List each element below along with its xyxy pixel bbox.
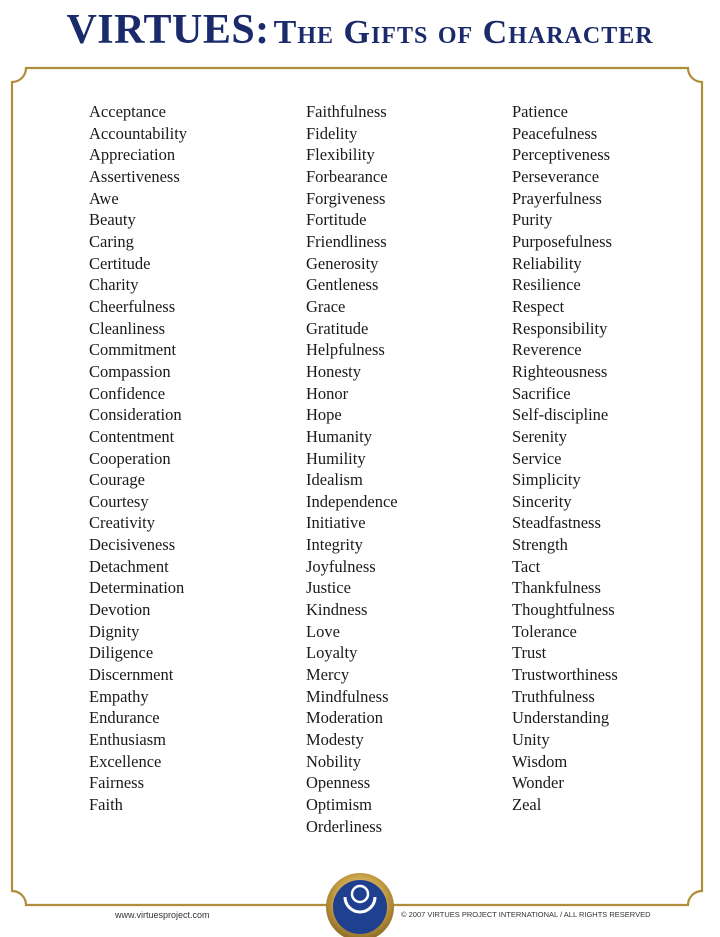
virtue-item: Excellence bbox=[89, 751, 162, 771]
virtue-item: Cheerfulness bbox=[89, 296, 176, 316]
virtue-item: Honor bbox=[306, 383, 349, 403]
virtue-item: Cooperation bbox=[89, 448, 171, 468]
copyright-notice: © 2007 VIRTUES PROJECT INTERNATIONAL / ALL RIGHTS RESERVED bbox=[401, 910, 651, 919]
virtue-item: Thankfulness bbox=[512, 578, 601, 598]
virtue-item: Enthusiasm bbox=[89, 730, 166, 750]
virtue-item: Idealism bbox=[306, 470, 363, 490]
virtue-item: Endurance bbox=[89, 708, 160, 728]
virtues-column-3 bbox=[512, 101, 618, 816]
virtue-item: Responsibility bbox=[512, 318, 608, 338]
virtue-item: Unity bbox=[512, 730, 550, 750]
virtues-project-logo-icon bbox=[322, 869, 398, 937]
virtue-item: Respect bbox=[512, 296, 565, 316]
virtue-item: Orderliness bbox=[306, 816, 383, 836]
virtue-item: Gentleness bbox=[306, 275, 379, 295]
virtue-item: Assertiveness bbox=[89, 166, 180, 186]
virtue-item: Independence bbox=[306, 491, 398, 511]
virtue-item: Joyfulness bbox=[306, 556, 376, 576]
virtue-item: Accountability bbox=[89, 123, 188, 143]
title-subtitle: The Gifts of Character bbox=[273, 14, 654, 51]
virtue-item: Gratitude bbox=[306, 318, 369, 338]
virtue-item: Contentment bbox=[89, 426, 175, 446]
virtue-item: Tolerance bbox=[512, 621, 577, 641]
virtue-item: Discernment bbox=[89, 665, 174, 685]
title-main: VIRTUES: bbox=[66, 7, 270, 53]
virtue-item: Courage bbox=[89, 470, 145, 490]
virtue-item: Grace bbox=[306, 296, 346, 316]
virtue-item: Certitude bbox=[89, 253, 151, 273]
virtue-item: Moderation bbox=[306, 708, 383, 728]
virtue-item: Perceptiveness bbox=[512, 145, 611, 165]
virtue-item: Courtesy bbox=[89, 491, 149, 511]
virtue-item: Faithfulness bbox=[306, 102, 387, 121]
virtue-item: Righteousness bbox=[512, 361, 608, 381]
virtue-item: Confidence bbox=[89, 383, 166, 403]
virtue-item: Reliability bbox=[512, 253, 582, 273]
virtue-item: Honesty bbox=[306, 361, 361, 381]
virtue-item: Appreciation bbox=[89, 145, 176, 165]
virtue-item: Thoughtfulness bbox=[512, 600, 615, 620]
virtue-item: Integrity bbox=[306, 535, 363, 555]
virtue-item: Steadfastness bbox=[512, 513, 601, 533]
virtue-item: Humanity bbox=[306, 426, 372, 446]
virtue-item: Sacrifice bbox=[512, 383, 571, 403]
virtue-item: Modesty bbox=[306, 730, 364, 750]
virtue-item: Serenity bbox=[512, 426, 567, 446]
virtues-column-1 bbox=[89, 101, 187, 816]
virtue-item: Self-discipline bbox=[512, 405, 609, 425]
virtue-item: Justice bbox=[306, 578, 351, 598]
virtue-item: Fairness bbox=[89, 773, 144, 793]
virtue-item: Friendliness bbox=[306, 231, 387, 251]
virtue-item: Service bbox=[512, 448, 562, 468]
virtue-item: Humility bbox=[306, 448, 366, 468]
virtue-item: Loyalty bbox=[306, 643, 358, 663]
virtue-item: Determination bbox=[89, 578, 185, 598]
virtue-item: Optimism bbox=[306, 795, 373, 814]
virtue-item: Generosity bbox=[306, 253, 379, 273]
virtue-item: Helpfulness bbox=[306, 340, 385, 360]
virtue-item: Faith bbox=[89, 795, 123, 814]
virtue-item: Beauty bbox=[89, 210, 136, 230]
virtue-item: Wisdom bbox=[512, 751, 568, 771]
virtue-item: Prayerfulness bbox=[512, 188, 602, 208]
virtue-item: Empathy bbox=[89, 686, 149, 706]
virtue-item: Wonder bbox=[512, 773, 564, 793]
virtue-item: Cleanliness bbox=[89, 318, 166, 338]
virtue-item: Forbearance bbox=[306, 166, 388, 186]
virtue-item: Creativity bbox=[89, 513, 155, 533]
virtue-item: Flexibility bbox=[306, 145, 375, 165]
virtue-item: Diligence bbox=[89, 643, 154, 663]
virtue-item: Love bbox=[306, 621, 340, 641]
virtue-item: Zeal bbox=[512, 795, 542, 814]
virtue-item: Patience bbox=[512, 102, 568, 121]
virtue-item: Consideration bbox=[89, 405, 182, 425]
virtue-item: Resilience bbox=[512, 275, 581, 295]
virtue-item: Fortitude bbox=[306, 210, 367, 230]
virtue-item: Peacefulness bbox=[512, 123, 598, 143]
virtue-item: Hope bbox=[306, 405, 342, 425]
virtue-item: Purposefulness bbox=[512, 231, 612, 251]
virtue-item: Awe bbox=[89, 188, 119, 208]
virtue-item: Dignity bbox=[89, 621, 140, 641]
virtue-item: Compassion bbox=[89, 361, 171, 381]
virtue-item: Fidelity bbox=[306, 123, 358, 143]
virtue-item: Commitment bbox=[89, 340, 177, 360]
virtue-item: Forgiveness bbox=[306, 188, 386, 208]
virtue-item: Purity bbox=[512, 210, 553, 230]
virtue-item: Perseverance bbox=[512, 166, 600, 186]
virtue-item: Understanding bbox=[512, 708, 610, 728]
virtue-item: Initiative bbox=[306, 513, 366, 533]
virtue-item: Trust bbox=[512, 643, 547, 663]
virtue-item: Mindfulness bbox=[306, 686, 389, 706]
virtue-item: Caring bbox=[89, 231, 134, 251]
virtue-item: Tact bbox=[512, 556, 541, 576]
virtue-item: Openness bbox=[306, 773, 371, 793]
virtue-item: Truthfulness bbox=[512, 686, 595, 706]
virtue-item: Strength bbox=[512, 535, 568, 555]
virtues-column-2 bbox=[306, 101, 398, 837]
virtue-item: Acceptance bbox=[89, 102, 166, 121]
virtue-item: Mercy bbox=[306, 665, 350, 685]
virtue-item: Decisiveness bbox=[89, 535, 176, 555]
virtue-item: Simplicity bbox=[512, 470, 581, 490]
virtue-item: Charity bbox=[89, 275, 139, 295]
website-link[interactable]: www.virtuesproject.com bbox=[115, 910, 210, 920]
virtue-item: Kindness bbox=[306, 600, 368, 620]
virtue-item: Nobility bbox=[306, 751, 362, 771]
virtue-item: Reverence bbox=[512, 340, 582, 360]
virtue-item: Sincerity bbox=[512, 491, 572, 511]
virtue-item: Detachment bbox=[89, 556, 169, 576]
virtue-item: Trustworthiness bbox=[512, 665, 618, 685]
virtue-item: Devotion bbox=[89, 600, 151, 620]
